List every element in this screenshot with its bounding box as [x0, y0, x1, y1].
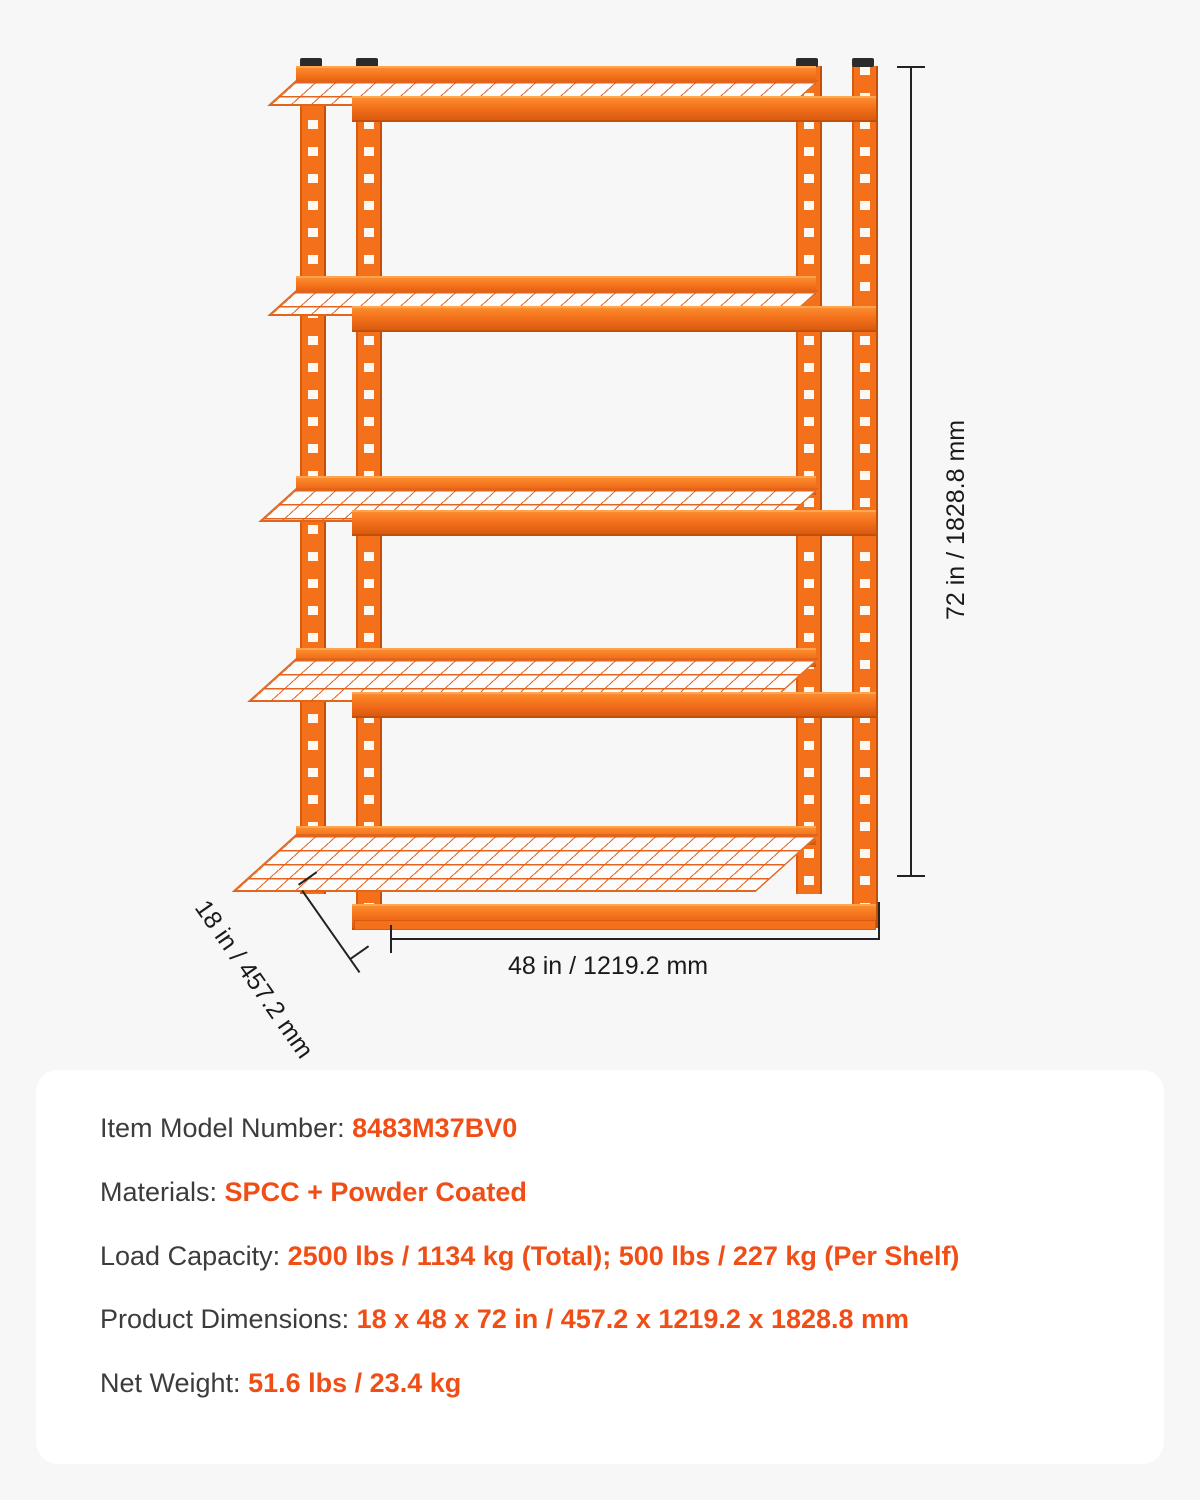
height-dimension-tick-top — [897, 66, 925, 68]
spec-label-net-weight: Net Weight: — [100, 1368, 241, 1398]
width-dimension-line — [390, 938, 880, 940]
spec-label-load-capacity: Load Capacity: — [100, 1240, 281, 1271]
shelf-beam-front — [352, 510, 876, 536]
shelf-tier-3 — [296, 476, 876, 538]
width-dimension-label: 48 in / 1219.2 mm — [508, 952, 709, 980]
spec-value-model-number: 8483M37BV0 — [352, 1113, 518, 1143]
shelf-tier-5 — [296, 826, 876, 932]
spec-label-product-dimensions: Product Dimensions: — [100, 1304, 350, 1335]
spec-row-product-dimensions — [100, 1303, 1100, 1337]
shelf-wire-deck — [232, 834, 820, 892]
rack-foot-rail — [354, 920, 876, 930]
shelf-tier-1 — [296, 66, 876, 126]
height-dimension-tick-bottom — [897, 875, 925, 877]
depth-dimension-tick-bottom — [350, 945, 369, 959]
shelf-tier-2 — [296, 276, 876, 336]
width-dimension-tick-right — [878, 902, 880, 940]
spec-row-model-number — [100, 1112, 1100, 1146]
spec-row-load-capacity — [100, 1240, 1100, 1274]
shelf-beam-front — [352, 306, 876, 332]
spec-row-materials — [100, 1176, 1100, 1210]
spec-value-net-weight: 51.6 lbs / 23.4 kg — [248, 1368, 462, 1398]
spec-card — [36, 1070, 1164, 1464]
shelf-tier-4 — [296, 648, 876, 718]
height-dimension-line — [910, 66, 912, 876]
spec-label-model-number: Item Model Number: — [100, 1113, 345, 1143]
shelving-rack-drawing — [296, 58, 886, 928]
width-dimension-tick-left — [390, 925, 392, 953]
shelf-beam-front — [352, 692, 876, 718]
spec-row-net-weight — [100, 1367, 1100, 1401]
spec-value-product-dimensions: 18 x 48 x 72 in / 457.2 x 1219.2 x 1828.8 mm — [356, 1304, 910, 1335]
spec-value-materials: SPCC + Powder Coated — [224, 1176, 527, 1207]
depth-dimension-label: 18 in / 457.2 mm — [189, 895, 319, 1064]
spec-label-materials: Materials: — [100, 1176, 218, 1207]
shelf-beam-front — [352, 96, 876, 122]
height-dimension-label: 72 in / 1828.8 mm — [942, 419, 970, 620]
spec-value-load-capacity: 2500 lbs / 1134 kg (Total); 500 lbs / 227 kg (Per Shelf) — [287, 1240, 960, 1271]
